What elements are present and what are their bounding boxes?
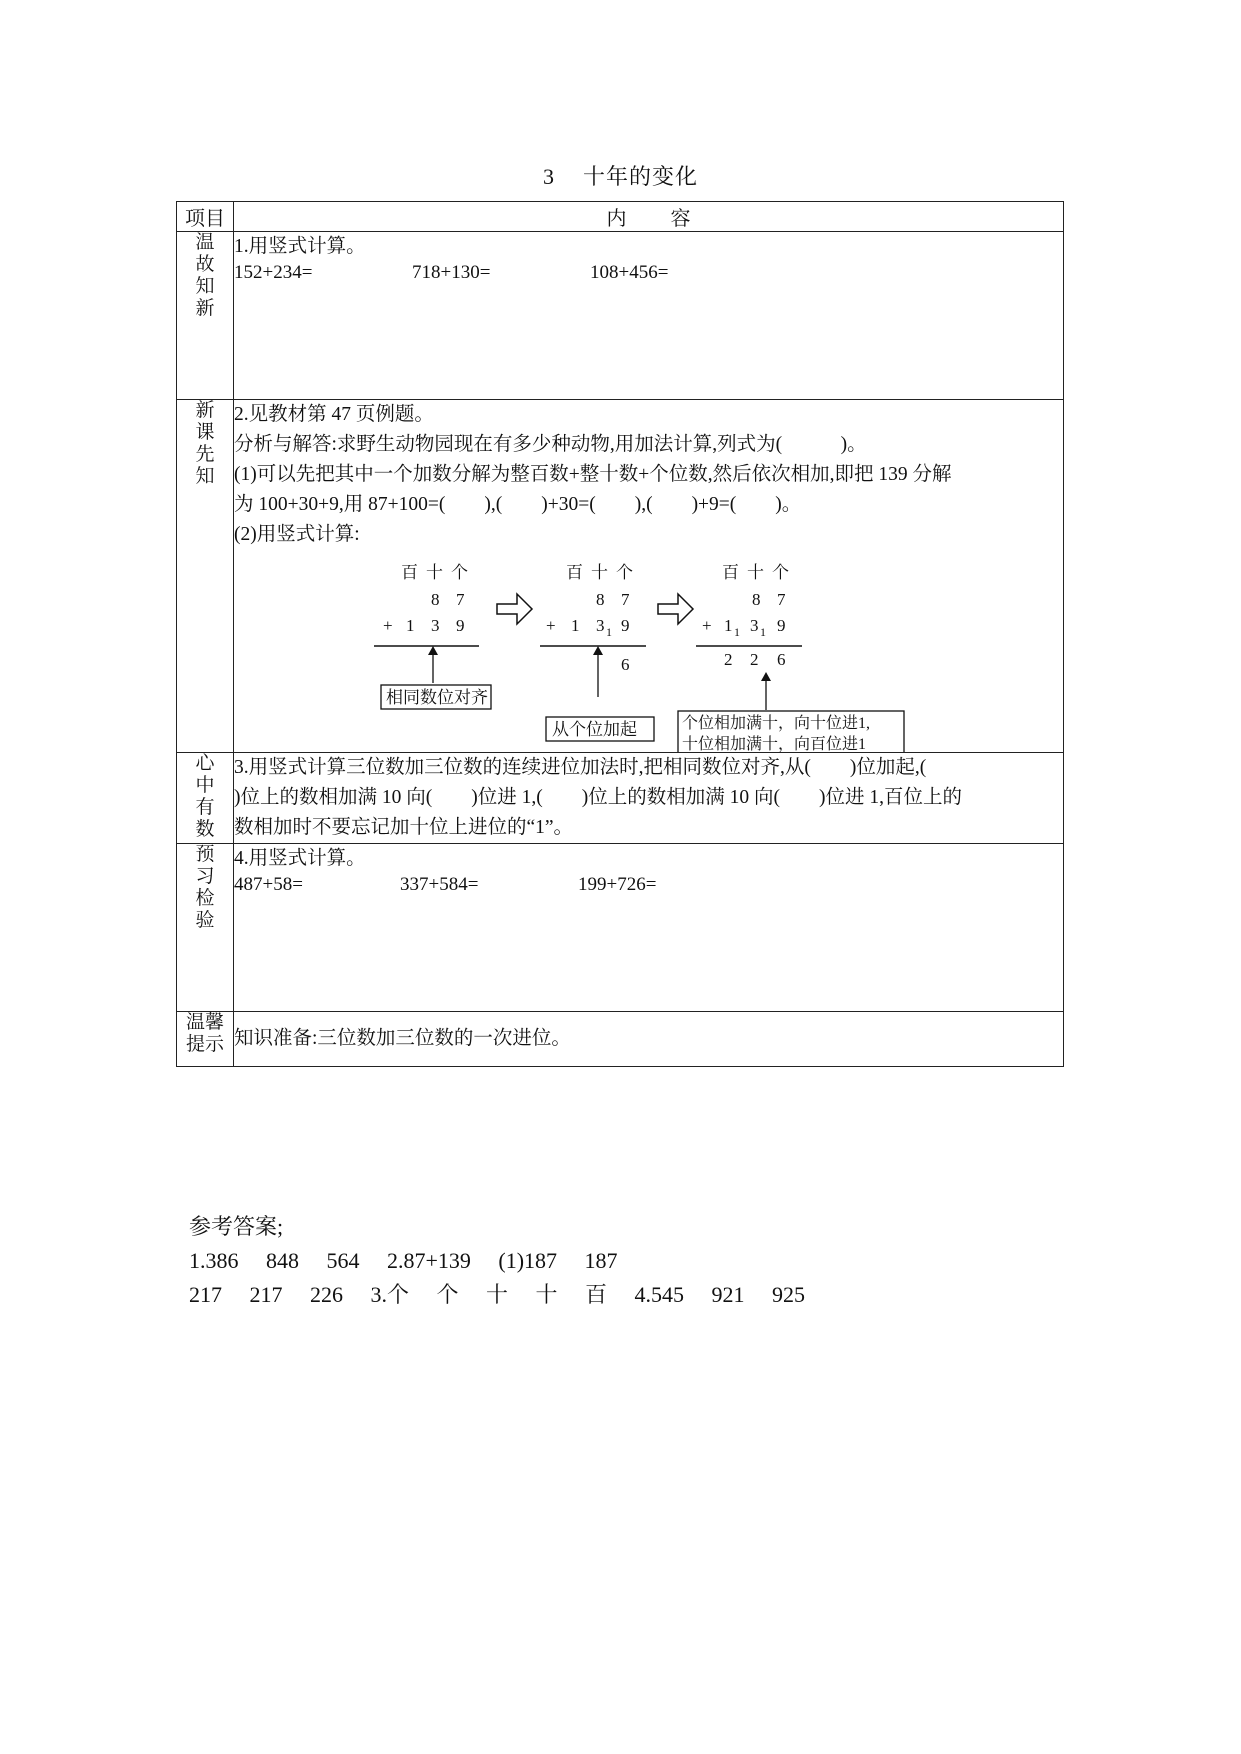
digit: 6 [621,655,630,674]
problem: 108+456= [590,262,669,283]
digit: 9 [456,616,465,635]
header-content: 内容 [234,202,1064,232]
digit: 3 [431,616,440,635]
digit: 1 [724,616,733,635]
digit: 2 [750,650,759,669]
page-title [0,160,1241,191]
header-item: 项目 [177,202,234,232]
place-header: 百 [722,563,739,582]
row-label-tip: 温馨 提示 [177,1012,234,1067]
digit: 6 [777,650,786,669]
text-line: 分析与解答:求野生动物园现在有多少种动物,用加法计算,列式为( )。 [234,434,867,455]
digit: 8 [752,590,761,609]
note-carry-line2: 十位相加满十，向百位进1 [682,736,867,752]
plus-sign: + [383,616,393,635]
arrow-head [593,646,603,655]
row-content-new-lesson [234,400,1064,753]
place-header: 个 [772,563,789,582]
row-content-key-points [234,753,1064,844]
row-label-new-lesson: 新 课 先 知 [177,400,234,753]
step2-calculation [540,563,654,741]
text-line: )位上的数相加满 10 向( )位进 1,( )位上的数相加满 10 向( )位进 1,百位上的 [234,787,962,808]
row-content-preview-check [234,844,1064,1012]
step3-calculation [678,563,904,752]
table-header-row [177,202,1064,232]
problem: 152+234= [234,262,313,283]
digit: 7 [456,590,465,609]
lesson-title: 十年的变化 [582,164,698,189]
row-label-key-points: 心 中 有 数 [177,753,234,844]
note-same-place: 相同数位对齐 [386,688,488,707]
row-content-review [234,232,1064,400]
text-line: (2)用竖式计算: [234,524,360,545]
row-label-review: 温 故 知 新 [177,232,234,400]
place-header: 十 [426,563,443,582]
carry-mark: 1 [734,625,740,639]
text-line: 3.用竖式计算三位数加三位数的连续进位加法时,把相同数位对齐,从( )位加起,( [234,757,927,778]
answer-heading: 参考答案; [189,1214,284,1239]
row-label-preview-check: 预 习 检 验 [177,844,234,1012]
place-header: 百 [566,563,583,582]
digit: 1 [571,616,580,635]
table-row [177,844,1064,1012]
text-line: 2.见教材第 47 页例题。 [234,404,434,425]
place-header: 个 [616,563,633,582]
problem: 199+726= [578,874,657,895]
answer-key [189,1210,805,1312]
row-content-tip: 知识准备:三位数加三位数的一次进位。 [234,1012,1064,1067]
place-header: 个 [451,563,468,582]
table-row [177,1012,1064,1067]
problem: 487+58= [234,874,303,895]
arrow-head [428,646,438,655]
place-header: 十 [591,563,608,582]
question-heading: 1.用竖式计算。 [234,236,366,257]
note-carry-line1: 个位相加满十，向十位进1, [682,715,871,732]
digit: 7 [777,590,786,609]
arrow-head [761,672,771,681]
digit: 8 [431,590,440,609]
digit: 2 [724,650,733,669]
carry-mark: 1 [760,625,766,639]
digit: 1 [406,616,415,635]
digit: 7 [621,590,630,609]
table-row [177,400,1064,753]
digit: 9 [777,616,786,635]
plus-sign: + [546,616,556,635]
answer-line: 1.386 848 564 2.87+139 (1)187 187 [189,1248,618,1273]
next-step-arrow-icon [497,594,532,624]
answer-line: 217 217 226 3.个 个 十 十 百 4.545 921 925 [189,1282,806,1307]
problem: 718+130= [412,262,491,283]
problem-list [234,262,1063,284]
plus-sign: + [702,616,712,635]
question-heading: 4.用竖式计算。 [234,848,366,869]
problem-list [234,874,1063,896]
place-header: 十 [747,563,764,582]
step1-calculation [374,563,491,709]
digit: 3 [596,616,605,635]
problem: 337+584= [400,874,479,895]
note-start-ones: 从个位加起 [552,720,637,739]
vertical-addition-diagram [234,552,1063,752]
digit: 3 [750,616,759,635]
table-row [177,232,1064,400]
table-row [177,753,1064,844]
next-step-arrow-icon [658,594,693,624]
text-line: 数相加时不要忘记加十位上进位的“1”。 [234,817,574,838]
lesson-number: 3 [542,164,555,189]
digit: 9 [621,616,630,635]
worksheet-table [176,201,1064,1067]
place-header: 百 [401,563,418,582]
carry-mark: 1 [606,625,612,639]
text-line: 为 100+30+9,用 87+100=( ),( )+30=( ),( )+9=( )。 [234,494,802,515]
text-line: (1)可以先把其中一个加数分解为整百数+整十数+个位数,然后依次相加,即把 139 分解 [234,464,952,485]
digit: 8 [596,590,605,609]
